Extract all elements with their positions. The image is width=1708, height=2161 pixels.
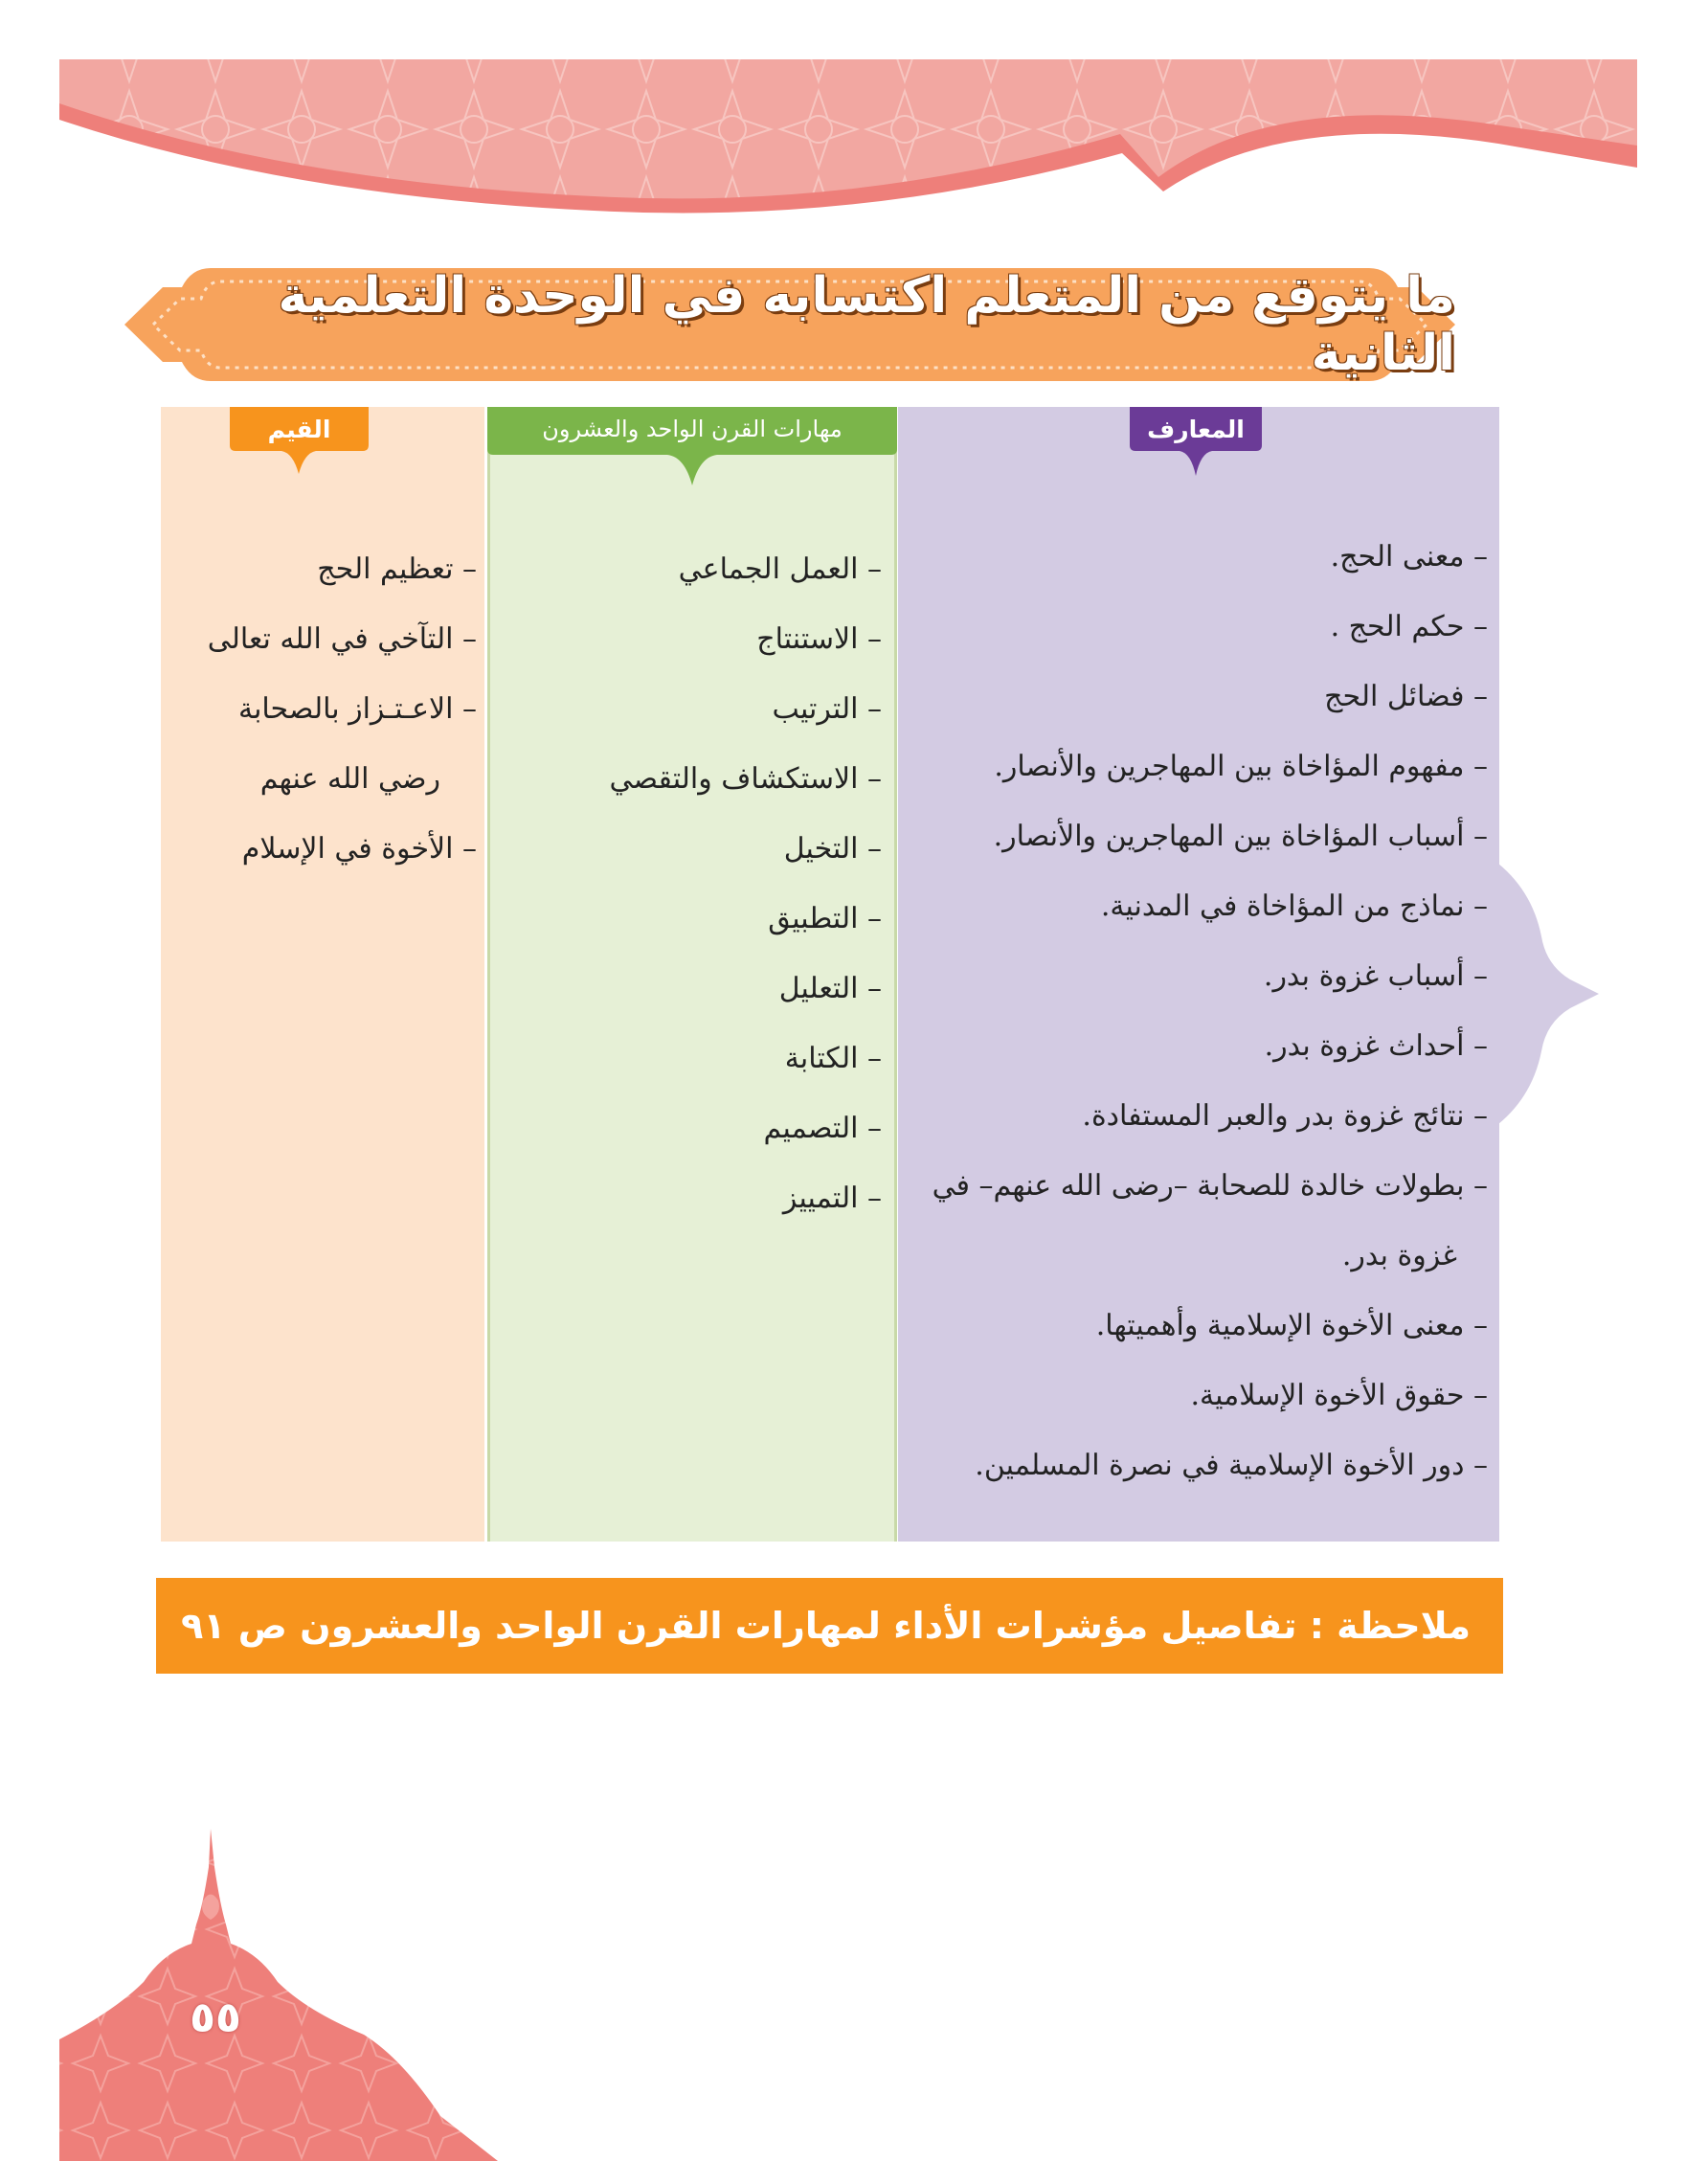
title-banner xyxy=(124,268,1455,381)
page-title: ما يتوقع من المتعلم اكتسابه في الوحدة التعلمية الثانية xyxy=(278,267,1455,382)
list-item: – معنى الأخوة الإسلامية وأهميتها. xyxy=(1095,1309,1488,1342)
top-banner-decoration xyxy=(0,0,1708,230)
list-item: – التخيل xyxy=(783,832,882,866)
page-number: ٥٥ xyxy=(190,1993,241,2042)
list-item: – التعليل xyxy=(778,972,882,1005)
list-item: – التطبيق xyxy=(768,902,882,935)
list-item: – التمييز xyxy=(782,1182,882,1215)
list-item: – أسباب غزوة بدر. xyxy=(1263,959,1488,993)
list-item: – معنى الحج. xyxy=(1330,540,1488,574)
list-item: – حقوق الأخوة الإسلامية. xyxy=(1190,1379,1488,1412)
list-item: – تعظيم الحج xyxy=(317,552,477,586)
list-item: – أسباب المؤاخاة بين المهاجرين والأنصار. xyxy=(993,820,1488,853)
knowledge-tab-label: المعارف xyxy=(1147,415,1245,443)
skills-tab xyxy=(487,407,897,482)
list-item: – الاستكشاف والتقصي xyxy=(609,762,882,796)
note-bar: ملاحظة : تفاصيل مؤشرات الأداء لمهارات القرن الواحد والعشرون ص ٩١ xyxy=(156,1578,1503,1674)
list-item: – الأخوة في الإسلام xyxy=(241,832,477,866)
values-tab xyxy=(230,407,369,482)
list-item: – التصميم xyxy=(763,1112,882,1145)
list-item: – الاستنتاج xyxy=(756,622,882,656)
list-item: – أحداث غزوة بدر. xyxy=(1264,1029,1488,1063)
values-tab-label: القيم xyxy=(267,415,331,443)
list-item: غزوة بدر. xyxy=(1341,1239,1457,1272)
knowledge-tab xyxy=(1130,407,1262,482)
list-item: – الاعـتـزاز بالصحابة xyxy=(237,692,477,726)
skills-list xyxy=(489,541,882,1240)
list-item: – نتائج غزوة بدر والعبر المستفادة. xyxy=(1082,1099,1488,1133)
list-item: – نماذج من المؤاخاة في المدنية. xyxy=(1100,889,1488,923)
list-item: – الترتيب xyxy=(772,692,882,726)
list-item: – العمل الجماعي xyxy=(678,552,882,586)
side-arch-decoration xyxy=(1494,860,1599,1128)
list-item: – دور الأخوة الإسلامية في نصرة المسلمين. xyxy=(975,1449,1488,1482)
list-item: – فضائل الحج xyxy=(1324,680,1488,713)
list-item: – مفهوم المؤاخاة بين المهاجرين والأنصار. xyxy=(994,750,1488,783)
knowledge-list xyxy=(904,529,1488,1507)
skills-tab-label: مهارات القرن الواحد والعشرون xyxy=(542,416,843,442)
list-item: رضي الله عنهم xyxy=(259,762,440,796)
list-item: – التآخي في الله تعالى xyxy=(207,622,477,656)
list-item: – الكتابة xyxy=(784,1042,882,1075)
list-item: – بطولات خالدة للصحابة –رضى الله عنهم– في xyxy=(932,1169,1488,1203)
list-item: – حكم الحج . xyxy=(1330,610,1488,643)
values-list xyxy=(161,541,477,890)
